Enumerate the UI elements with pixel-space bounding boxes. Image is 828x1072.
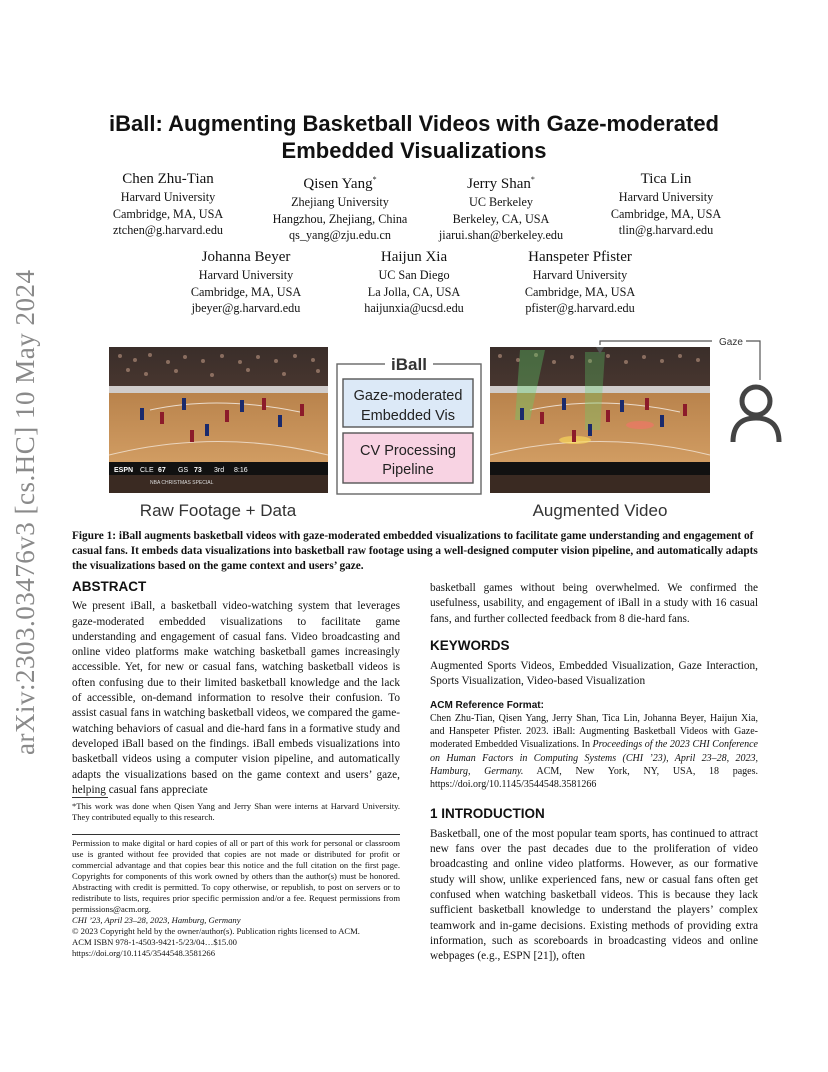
user-icon: [733, 387, 779, 442]
author-block: [588, 170, 744, 239]
scorebug-network: ESPN: [114, 467, 134, 474]
keywords-text: Augmented Sports Videos, Embedded Visualization, Gaze Interaction, Sports Visualization, Video-based Visualization: [430, 660, 758, 688]
author-location: La Jolla, CA, USA: [367, 284, 461, 299]
author-email[interactable]: qs_yang@zju.edu.cn: [289, 228, 391, 242]
author-affiliation: Harvard University: [198, 268, 294, 282]
right-column: [430, 581, 758, 965]
author-affiliation: Harvard University: [120, 190, 216, 204]
paper-title: [72, 110, 756, 164]
author-name: Johanna Beyer: [201, 249, 291, 265]
conference-info: CHI ’23, April 23–28, 2023, Hamburg, Germany: [72, 915, 241, 925]
author-name: Haijun Xia: [380, 249, 448, 265]
author-affiliation: Zhejiang University: [291, 195, 389, 209]
doi-link[interactable]: https://doi.org/10.1145/3544548.3581266: [72, 948, 215, 958]
author-block: [506, 248, 654, 317]
equal-contribution-mark: *: [530, 175, 535, 184]
box2-line1: CV Processing: [360, 443, 456, 459]
equal-contribution-mark: *: [372, 175, 377, 184]
scorebug-score2: 73: [194, 467, 202, 474]
copyright-text: © 2023 Copyright held by the owner/author(s). Publication rights licensed to ACM.: [72, 926, 360, 936]
author-email[interactable]: jiarui.shan@berkeley.edu: [438, 228, 564, 242]
author-location: Hangzhou, Zhejiang, China: [272, 211, 408, 226]
abstract-text: We present iBall, a basketball video-watching system that leverages gaze-moderated embedded visualizations to facilitate game understanding and engagement of casual fans. Video broadcasting and online video platforms make watching basketball games increasingly accessible. Yet, for new or casual fans, watching basketball videos is often confusing due to their limited basketball knowledge and the lack of accessible, on-demand information to resolve their confusion. To assist casual fans in watching basketball videos, we compared the game-watching behaviors of casual and die-hard fans in a formative study and developed iBall based on the findings. iBall embeds visualizations into basketball videos using a computer vision pipeline, and automatically adapts the visualizations based on the game context and users’ gaze, helping casual fans appreciate: [72, 600, 400, 796]
scorebug-team1: CLE: [140, 467, 154, 474]
author-location: Berkeley, CA, USA: [452, 211, 550, 226]
author-block: [250, 170, 430, 244]
author-email[interactable]: pfister@g.harvard.edu: [525, 301, 635, 315]
author-name: Hanspeter Pfister: [528, 249, 632, 265]
box2-line2: Pipeline: [382, 462, 434, 478]
permission-block: [72, 838, 400, 959]
iball-system-box: [337, 352, 481, 494]
acm-ref-text: [430, 712, 758, 792]
author-email[interactable]: jbeyer@g.harvard.edu: [191, 301, 301, 315]
author-location: Cambridge, MA, USA: [190, 284, 302, 299]
author-email[interactable]: tlin@g.harvard.edu: [618, 223, 714, 237]
scorebug-banner: NBA CHRISTMAS SPECIAL: [150, 480, 214, 486]
author-name: Tica Lin: [640, 171, 692, 187]
acm-ref-heading: ACM Reference Format:: [430, 699, 544, 711]
title-line-1: iBall: Augmenting Basketball Videos with Gaze-moderated: [108, 111, 719, 136]
author-affiliation: UC San Diego: [378, 268, 450, 282]
acm-ref-proceedings: Proceedings of the 2023 CHI Conference on Human Factors in Computing Systems (CHI ’23), April 23–28, 2023, Hamburg, Germany.: [430, 739, 758, 777]
author-affiliation: Harvard University: [532, 268, 628, 282]
left-column: [72, 579, 400, 798]
augmented-video-label: Augmented Video: [532, 501, 668, 520]
scorebug-quarter: 3rd: [214, 467, 225, 474]
box1-line2: Embedded Vis: [360, 408, 456, 424]
author-block: [416, 170, 586, 244]
author-affiliation: UC Berkeley: [469, 195, 533, 209]
author-name: Jerry Shan: [467, 176, 531, 192]
author-email[interactable]: ztchen@g.harvard.edu: [112, 223, 224, 237]
abstract-heading: ABSTRACT: [72, 579, 147, 594]
scorebug-team2: GS: [178, 467, 189, 474]
isbn-text: ACM ISBN 978-1-4503-9421-5/23/04…$15.00: [72, 937, 237, 947]
footnote: *This work was done when Qisen Yang and Jerry Shan were interns at Harvard University. They contributed equally to this research.: [72, 801, 400, 822]
iball-title: iBall: [391, 355, 427, 374]
scorebug-score1: 67: [158, 467, 166, 474]
author-location: Cambridge, MA, USA: [112, 206, 224, 221]
introduction-heading: 1 INTRODUCTION: [430, 805, 545, 821]
augmented-video-frame: [490, 347, 710, 493]
box1-line1: Gaze-moderated: [353, 388, 463, 404]
author-name: Chen Zhu-Tian: [122, 171, 214, 187]
permission-rule: [72, 834, 400, 835]
scorebug-clock: 8:16: [234, 467, 248, 474]
permission-text: Permission to make digital or hard copies of all or part of this work for personal or classroom use is granted without fee provided that copies are not made or distributed for profit or commercial advantage and that copies bear this notice and the full citation on the first page. Copyrights for components of this work owned by others than the author(s) must be honored. Abstracting with credit is permitted. To copy otherwise, or republish, to post on servers or to redistribute to lists, requires prior specific permission and/or a fee. Request permissions from permissions@acm.org.: [72, 838, 400, 914]
author-location: Cambridge, MA, USA: [610, 206, 722, 221]
arxiv-stamp: arXiv:2303.03476v3 [cs.HC] 10 May 2024: [10, 269, 40, 755]
acm-ref-part[interactable]: ACM, New York, NY, USA, 18 pages. https://doi.org/10.1145/3544548.3581266: [430, 765, 758, 791]
raw-footage-frame: [109, 347, 328, 493]
abstract-continued: basketball games without being overwhelmed. We confirmed the usefulness, usability, and engagement of iBall in a study with 16 casual fans, and further collected feedback from 8 die-hard fans.: [430, 582, 758, 625]
author-email[interactable]: haijunxia@ucsd.edu: [364, 301, 464, 315]
footnote-rule: [72, 797, 108, 798]
introduction-text: Basketball, one of the most popular team sports, has continued to attract new fans over the past decades due to the proliferation of video broadcasting and online video platforms. However, as our formative study will show, unlike experienced fans, new or casual fans often get confused when watching basketball videos. This is because they lack sufficient basketball knowledge to understand the players’ complex teamwork and in-game decisions. Existing methods of providing extra information, such as scoreboards in broadcasting videos and online webpages (e.g., ESPN [21]), often: [430, 827, 758, 963]
author-block: [170, 248, 322, 317]
title-line-2: Embedded Visualizations: [281, 138, 547, 163]
keywords-heading: KEYWORDS: [430, 637, 510, 653]
gaze-label: Gaze: [719, 337, 743, 348]
author-block: [88, 170, 248, 239]
raw-footage-label: Raw Footage + Data: [139, 501, 297, 520]
acm-ref-part: Chen Zhu-Tian, Qisen Yang, Jerry Shan, Tica Lin, Johanna Beyer, Haijun Xia, and Hanspeter Pfister. 2023. iBall: Augmenting Basketball Videos with Gaze-moderated Embedded Visualizations. In: [430, 712, 758, 751]
author-affiliation: Harvard University: [618, 190, 714, 204]
figure-caption: Figure 1: iBall augments basketball videos with gaze-moderated embedded visualizations to facilitate game understanding and engagement of casual fans. It embeds data visualizations into basketball raw footage using a well-designed computer vision pipeline, and automatically adapts the visualizations based on the game context and users’ gaze.: [72, 530, 758, 572]
author-location: Cambridge, MA, USA: [524, 284, 636, 299]
author-name: Qisen Yang: [303, 176, 373, 192]
author-block: [342, 248, 486, 317]
